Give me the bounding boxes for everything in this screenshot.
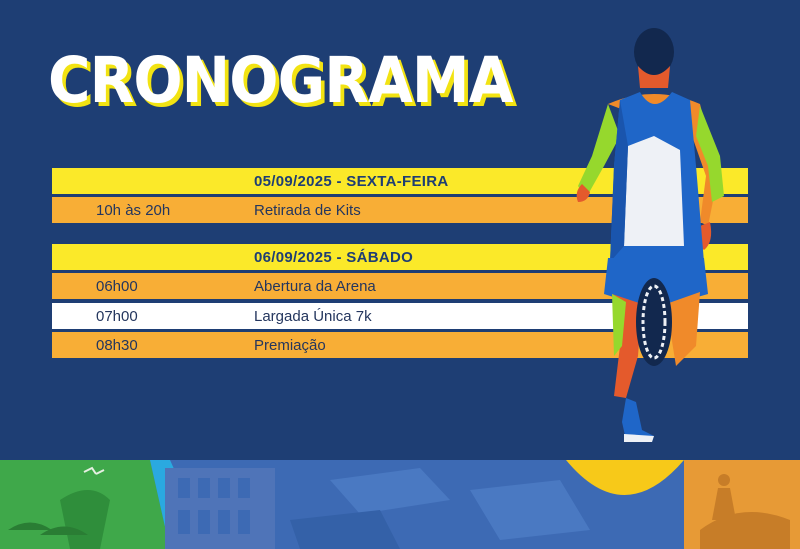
event-name: Largada Única 7k: [254, 307, 372, 325]
event-name: Retirada de Kits: [254, 201, 361, 219]
page-title: CRONOGRAMA: [48, 44, 513, 117]
event-name: Premiação: [254, 336, 326, 354]
day-date-2: 06/09/2025 - SÁBADO: [254, 248, 414, 266]
runner-illustration: [568, 26, 748, 446]
event-name: Abertura da Arena: [254, 277, 376, 295]
footer-landscape: [0, 460, 800, 549]
day-date-1: 05/09/2025 - SEXTA-FEIRA: [254, 172, 449, 190]
event-time: 07h00: [96, 307, 138, 325]
event-time: 10h às 20h: [96, 201, 171, 219]
event-time: 08h30: [96, 336, 138, 354]
event-time: 06h00: [96, 277, 138, 295]
